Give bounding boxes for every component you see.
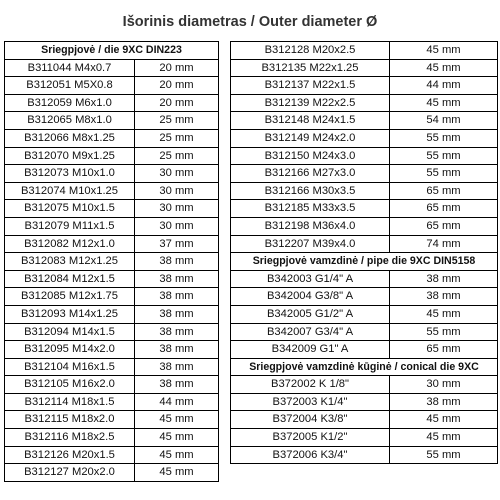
product-code-cell: B312126 M20x1.5 — [5, 446, 135, 464]
diameter-cell: 65 mm — [390, 341, 498, 359]
section-header: Sriegpjovė / die 9XC DIN223 — [5, 42, 219, 60]
product-code-cell: B372004 K3/8" — [231, 411, 390, 429]
diameter-cell: 20 mm — [135, 59, 219, 77]
table-row — [5, 358, 219, 376]
product-code-cell: B312104 M16x1.5 — [5, 358, 135, 376]
table-row — [5, 147, 219, 165]
product-code-cell: B372006 K3/4" — [231, 446, 390, 464]
product-code-cell: B312148 M24x1.5 — [231, 112, 390, 130]
product-code-cell: B342005 G1/2" A — [231, 305, 390, 323]
diameter-cell: 55 mm — [390, 147, 498, 165]
right-table-body — [231, 42, 498, 464]
table-row — [5, 393, 219, 411]
diameter-cell: 45 mm — [135, 446, 219, 464]
diameter-cell: 55 mm — [390, 323, 498, 341]
product-code-cell: B312073 M10x1.0 — [5, 165, 135, 183]
diameter-cell: 45 mm — [135, 464, 219, 482]
diameter-cell: 45 mm — [390, 42, 498, 60]
diameter-cell: 44 mm — [390, 77, 498, 95]
product-code-cell: B312149 M24x2.0 — [231, 129, 390, 147]
table-row — [5, 429, 219, 447]
table-row — [5, 112, 219, 130]
diameter-cell: 45 mm — [390, 59, 498, 77]
table-row — [5, 376, 219, 394]
table-row — [5, 253, 219, 271]
diameter-cell: 45 mm — [390, 94, 498, 112]
table-row — [231, 42, 498, 60]
diameter-cell: 38 mm — [135, 288, 219, 306]
product-code-cell: B312166 M27x3.0 — [231, 165, 390, 183]
diameter-cell: 65 mm — [390, 217, 498, 235]
table-row — [5, 94, 219, 112]
table-row — [231, 200, 498, 218]
diameter-cell: 54 mm — [390, 112, 498, 130]
diameter-cell: 30 mm — [135, 182, 219, 200]
product-code-cell: B312137 M22x1.5 — [231, 77, 390, 95]
table-row — [5, 182, 219, 200]
table-row — [231, 112, 498, 130]
table-row — [231, 429, 498, 447]
diameter-cell: 45 mm — [390, 305, 498, 323]
product-code-cell: B312070 M9x1.25 — [5, 147, 135, 165]
product-code-cell: B312066 M8x1.25 — [5, 129, 135, 147]
page-title: Išorinis diametras / Outer diameter Ø — [122, 14, 378, 30]
table-row — [231, 59, 498, 77]
table-row — [5, 305, 219, 323]
diameter-cell: 55 mm — [390, 446, 498, 464]
product-code-cell: B312139 M22x2.5 — [231, 94, 390, 112]
table-row — [231, 217, 498, 235]
table-row — [231, 393, 498, 411]
product-code-cell: B312074 M10x1.25 — [5, 182, 135, 200]
table-row — [231, 182, 498, 200]
table-row — [231, 341, 498, 359]
section-header-row — [231, 358, 498, 376]
product-code-cell: B342003 G1/4" A — [231, 270, 390, 288]
product-code-cell: B312051 M5X0.8 — [5, 77, 135, 95]
table-row — [5, 270, 219, 288]
product-code-cell: B312059 M6x1.0 — [5, 94, 135, 112]
table-row — [231, 165, 498, 183]
product-code-cell: B312128 M20x2.5 — [231, 42, 390, 60]
table-row — [5, 59, 219, 77]
table-row — [5, 200, 219, 218]
diameter-cell: 25 mm — [135, 112, 219, 130]
product-code-cell: B312105 M16x2.0 — [5, 376, 135, 394]
product-code-cell: B312135 M22x1.25 — [231, 59, 390, 77]
product-code-cell: B312166 M30x3.5 — [231, 182, 390, 200]
product-code-cell: B312150 M24x3.0 — [231, 147, 390, 165]
diameter-cell: 25 mm — [135, 147, 219, 165]
product-code-cell: B312115 M18x2.0 — [5, 411, 135, 429]
diameter-cell: 30 mm — [135, 217, 219, 235]
product-code-cell: B312094 M14x1.5 — [5, 323, 135, 341]
diameter-cell: 44 mm — [135, 393, 219, 411]
product-code-cell: B372002 K 1/8" — [231, 376, 390, 394]
table-row — [5, 323, 219, 341]
diameter-cell: 38 mm — [135, 341, 219, 359]
diameter-cell: 20 mm — [135, 94, 219, 112]
diameter-cell: 38 mm — [390, 393, 498, 411]
diameter-cell: 45 mm — [390, 429, 498, 447]
product-code-cell: B311044 M4x0.7 — [5, 59, 135, 77]
table-row — [5, 235, 219, 253]
diameter-cell: 55 mm — [390, 165, 498, 183]
left-table — [4, 41, 219, 482]
diameter-cell: 65 mm — [390, 200, 498, 218]
right-table — [230, 41, 498, 464]
product-code-cell: B312116 M18x2.5 — [5, 429, 135, 447]
table-row — [231, 77, 498, 95]
diameter-cell: 38 mm — [135, 323, 219, 341]
table-row — [5, 446, 219, 464]
table-row — [231, 446, 498, 464]
product-code-cell: B342009 G1" A — [231, 341, 390, 359]
diameter-cell: 30 mm — [135, 200, 219, 218]
table-row — [5, 165, 219, 183]
diameter-cell: 45 mm — [390, 411, 498, 429]
diameter-cell: 30 mm — [390, 376, 498, 394]
diameter-cell: 38 mm — [390, 288, 498, 306]
diameter-cell: 20 mm — [135, 77, 219, 95]
diameter-cell: 38 mm — [135, 270, 219, 288]
table-row — [231, 94, 498, 112]
diameter-cell: 65 mm — [390, 182, 498, 200]
product-code-cell: B312095 M14x2.0 — [5, 341, 135, 359]
product-code-cell: B312085 M12x1.75 — [5, 288, 135, 306]
table-row — [5, 129, 219, 147]
product-code-cell: B342004 G3/8" A — [231, 288, 390, 306]
product-code-cell: B312127 M20x2.0 — [5, 464, 135, 482]
product-code-cell: B372005 K1/2" — [231, 429, 390, 447]
diameter-cell: 38 mm — [135, 305, 219, 323]
diameter-cell: 25 mm — [135, 129, 219, 147]
product-code-cell: B312065 M8x1.0 — [5, 112, 135, 130]
table-row — [5, 77, 219, 95]
diameter-cell: 45 mm — [135, 429, 219, 447]
left-table-body — [5, 42, 219, 482]
product-code-cell: B312082 M12x1.0 — [5, 235, 135, 253]
table-row — [231, 288, 498, 306]
table-row — [5, 464, 219, 482]
diameter-cell: 38 mm — [135, 376, 219, 394]
diameter-cell: 45 mm — [135, 411, 219, 429]
product-code-cell: B312093 M14x1.25 — [5, 305, 135, 323]
product-code-cell: B312075 M10x1.5 — [5, 200, 135, 218]
diameter-cell: 38 mm — [390, 270, 498, 288]
product-code-cell: B312198 M36x4.0 — [231, 217, 390, 235]
section-header: Sriegpjovė vamzdinė kūginė / conical die 9XC — [231, 358, 498, 376]
table-row — [231, 235, 498, 253]
table-row — [5, 411, 219, 429]
product-code-cell: B312207 M39x4.0 — [231, 235, 390, 253]
diameter-cell: 38 mm — [135, 253, 219, 271]
table-row — [231, 411, 498, 429]
diameter-cell: 55 mm — [390, 129, 498, 147]
product-code-cell: B312114 M18x1.5 — [5, 393, 135, 411]
table-row — [5, 341, 219, 359]
table-row — [231, 129, 498, 147]
section-header: Sriegpjovė vamzdinė / pipe die 9XC DIN5158 — [231, 253, 498, 271]
table-row — [231, 376, 498, 394]
diameter-cell: 74 mm — [390, 235, 498, 253]
product-code-cell: B312079 M11x1.5 — [5, 217, 135, 235]
diameter-cell: 37 mm — [135, 235, 219, 253]
product-code-cell: B372003 K1/4" — [231, 393, 390, 411]
product-code-cell: B342007 G3/4" A — [231, 323, 390, 341]
diameter-cell: 38 mm — [135, 358, 219, 376]
product-code-cell: B312185 M33x3.5 — [231, 200, 390, 218]
table-row — [231, 305, 498, 323]
table-row — [231, 147, 498, 165]
product-code-cell: B312083 M12x1.25 — [5, 253, 135, 271]
table-row — [231, 323, 498, 341]
table-row — [5, 288, 219, 306]
table-row — [231, 270, 498, 288]
section-header-row — [5, 42, 219, 60]
product-code-cell: B312084 M12x1.5 — [5, 270, 135, 288]
section-header-row — [231, 253, 498, 271]
table-row — [5, 217, 219, 235]
diameter-cell: 30 mm — [135, 165, 219, 183]
